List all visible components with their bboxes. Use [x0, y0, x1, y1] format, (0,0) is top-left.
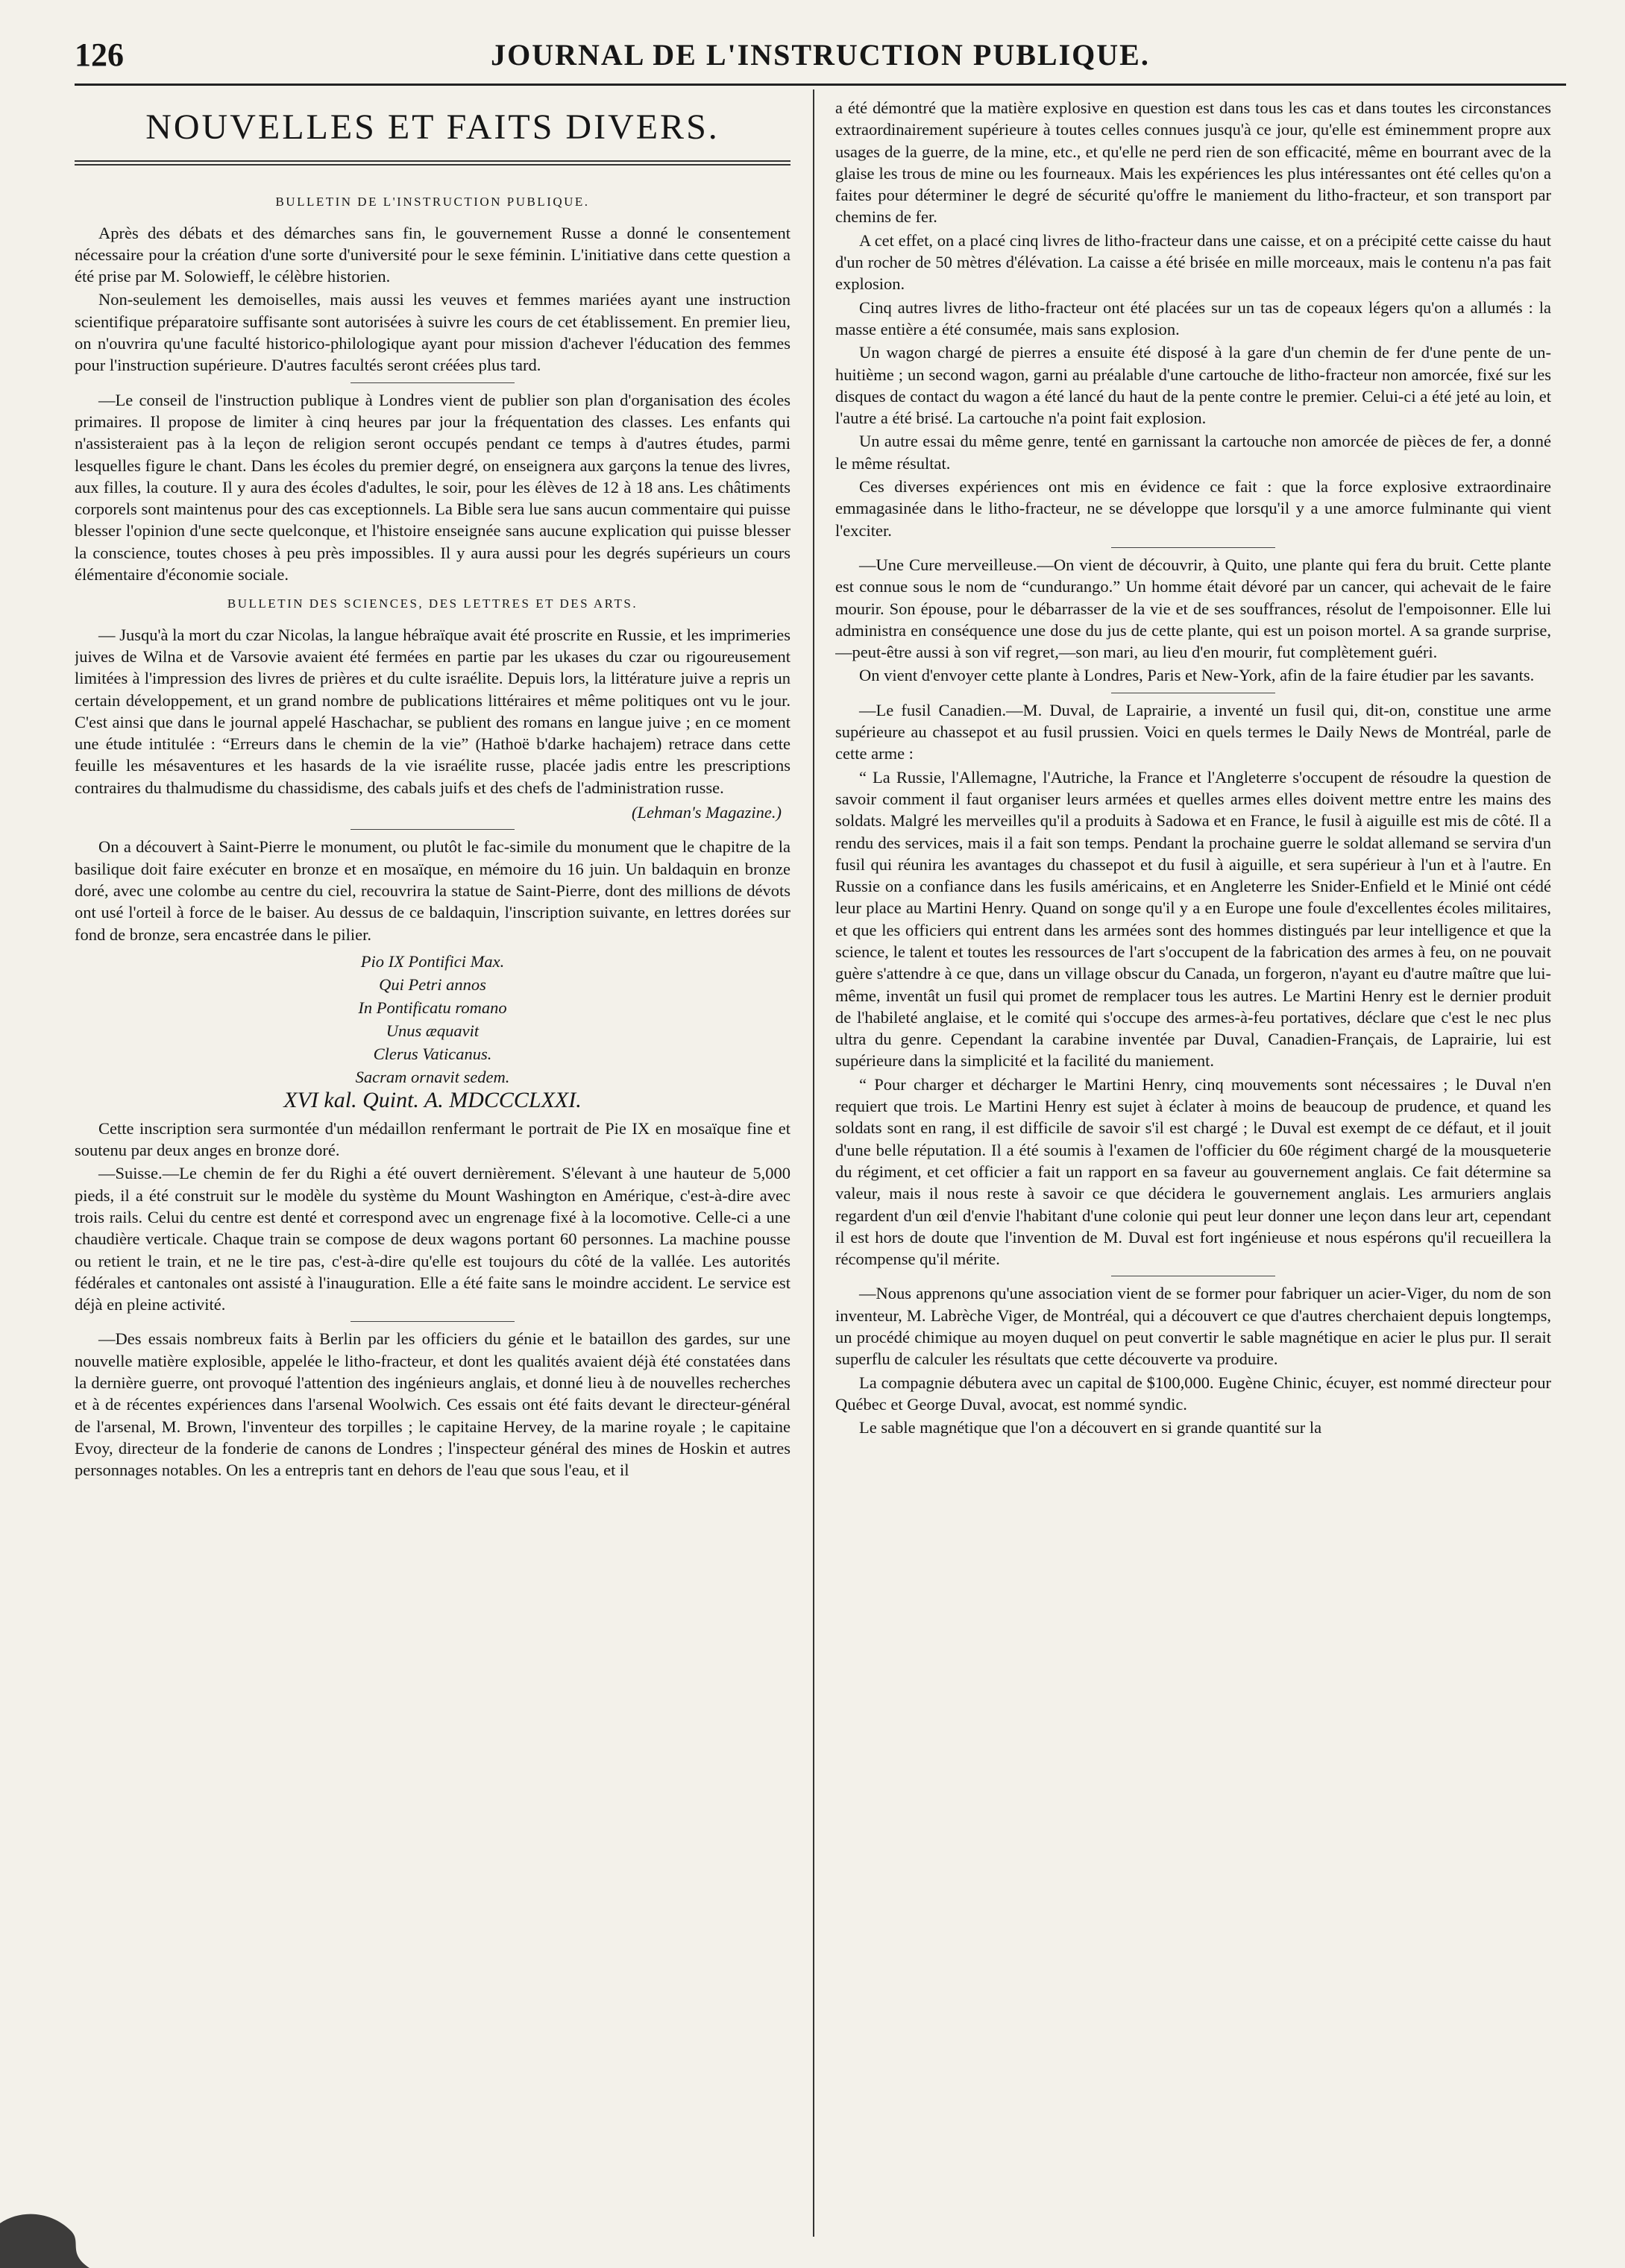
article-separator	[351, 382, 515, 383]
inscription-line: XVI kal. Quint. A. MDCCCLXXI.	[283, 1087, 582, 1112]
inscription-line: Qui Petri annos	[379, 974, 486, 994]
inscription-line: Sacram ornavit sedem.	[355, 1067, 510, 1086]
article-paragraph: Non-seulement les demoiselles, mais aussi les veuves et femmes mariées ayant une instruction scientifique préparatoire suffisante sont autorisées à suivre les cours de cet établissement. En premier lieu, on n'ouvrira qu'une faculté historico-philologique ayant pour mission d'achever l'éducation des femmes pour l'instruction supérieure. D'autres facultés seront créées plus tard.	[75, 290, 791, 375]
article-paragraph: —Une Cure merveilleuse.—On vient de découvrir, à Quito, une plante qui fera du bruit. Cette plante est connue sous le nom de “cundurango.” Un homme était dévoré par un cancer, qui achevait de le faire mourir. Son épouse, pour le débarrasser de la vie et de ses souffrances, résolut de l'empoisonner. Elle lui administra en conséquence une dose du jus de cette plante, qui est un poison mortel. A sa grande surprise,—peut-être aussi à son vif regret,—son mari, au lieu d'en mourir, fut complètement guéri.	[835, 555, 1551, 662]
article-paragraph: Après des débats et des démarches sans fin, le gouvernement Russe a donné le consentement nécessaire pour la création d'une sorte d'université pour le sexe féminin. L'initiative dans cette question a été prise par M. Solowieff, le célèbre historien.	[75, 223, 791, 286]
article-paragraph: — Jusqu'à la mort du czar Nicolas, la langue hébraïque avait été proscrite en Russie, et les imprimeries juives de Wilna et de Varsovie avaient été fermées en partie par les ukases du czar ou rigoureusement limitées à l'impression des livres de prières et du culte israélite. Depuis lors, la littérature juive a repris un certain développement, et un grand nombre de publications littéraires et même politiques ont vu le jour. C'est ainsi que dans le journal appelé Haschachar, se publient des romans en langue juive ; en ce moment une étude intitulée : “Erreurs dans le chemin de la vie” (Hathoë b'darke hachajem) retrace dans cette feuille les mésaventures et les hasards de la vie israélite russe, placée jadis entre les prescriptions contraires du thalmudisme du chassidisme, des cabals juifs et des chefs de l'administration russe.	[75, 625, 791, 797]
article-paragraph: On vient d'envoyer cette plante à Londres, Paris et New-York, afin de la faire étudier par les savants.	[859, 666, 1535, 685]
article-paragraph: —Le conseil de l'instruction publique à Londres vient de publier son plan d'organisation des écoles primaires. Il propose de limiter à cinq heures par jour la fréquentation des classes. Les enfants qui n'assisteraient pas à la leçon de religion seront occupés pendant ce temps à d'autres études, parmi lesquelles figure le chant. Dans les écoles du premier degré, on enseignera aux garçons la tenue des livres, aux filles, la couture. Il y aura des écoles d'adultes, le soir, pour les élèves de 12 à 18 ans. Les châtiments corporels sont maintenus pour des cas exceptionnels. La Bible sera lue sans aucun commentaire qui puisse blesser l'opinion d'une secte quelconque, et l'histoire enseignée sans aucune explication qui puisse blesser la conscience, toutes choses à peu près impossibles. Il y aura aussi pour les degrés supérieurs un cours élémentaire d'économie sociale.	[75, 390, 791, 585]
column-divider	[813, 89, 814, 2237]
header-rule	[75, 84, 1566, 86]
article-paragraph: Cette inscription sera surmontée d'un médaillon renfermant le portrait de Pie IX en mosaïque fine et soutenu par deux anges en bronze doré.	[75, 1118, 791, 1160]
latin-inscription	[75, 950, 791, 1112]
inscription-line: Clerus Vaticanus.	[373, 1044, 492, 1063]
article-paragraph: “ La Russie, l'Allemagne, l'Autriche, la France et l'Angleterre s'occupent de résoudre la question de savoir comment il faut organiser leurs armées et quelles armes elles doivent mettre entre les mains des soldats. Malgré les merveilles qu'il a produits à Sadowa et en France, le fusil à aiguille est mis de côté. Il a rendu des services, mais il a fait son temps. Pendant la prochaine guerre le soldat allemand se servira d'un fusil qui réunira les avantages du chassepot et du fusil à aiguille, et sera supérieur à l'un et à l'autre. En Russie on a confiance dans les fusils américains, et en Angleterre les Snider-Enfield et le Minié ont cédé leur place au Martini Henry. Quand on songe qu'il y a en Europe une foule d'excellentes écoles militaires, et que les officiers qui entrent dans les armées sont des hommes distingués par leur intelligence et que la science, le talent et toutes les ressources de l'art s'occupent de la fabrication des armes à feu, on ne pouvait guère s'attendre à ce que, dans un village obscur du Canada, un forgeron, n'ayant eu d'autre maître que lui-même, inventât un fusil qui promet de remplacer tous les autres. Le Martini Henry est le dernier produit de l'habileté anglaise, et le comité qui s'occupe des armes-à-feu portatives, déclare que c'est le nec plus ultra du genre. Cependant la carabine inventée par Duval, Canadien-Français, de Laprairie, lui est supérieure dans la simplicité et la facilité du maniement.	[835, 767, 1551, 1071]
article-paragraph: a été démontré que la matière explosive en question est dans tous les cas et dans toutes les circonstances extraordinairement supérieure à toutes celles connues jusqu'à ce jour, qu'elle est éminemment propre aux usages de la guerre, de la mine, etc., et qu'elle ne perd rien de son efficacité, même en bourrant avec de la glaise les trous de mine ou les fourneaux. Mais les expériences les plus intéressantes ont été celles qu'on a faites pour déterminer le degré de sécurité qu'offre le maniement du litho-fracteur, et son transport par chemins de fer.	[835, 98, 1551, 227]
title-rule	[75, 160, 791, 166]
article-paragraph: Le sable magnétique que l'on a découvert en si grande quantité sur la	[859, 1418, 1322, 1437]
inscription-line: In Pontificatu romano	[358, 998, 507, 1017]
journal-title: JOURNAL DE L'INSTRUCTION PUBLIQUE.	[491, 38, 1150, 72]
article-paragraph: “ Pour charger et décharger le Martini Henry, cinq mouvements sont nécessaires ; le Duval n'en requiert que trois. Le Martini Henry est sujet à éclater à moins de beaucoup de prudence, et quand les soldats sont en rang, il est difficile de savoir s'il est chargé ; le Duval est exempt de ce défaut, et il jouit d'une belle réputation. Il a été soumis à l'examen de l'officier du 60e régiment chargé de la mousqueterie du régiment, et cet officier a fait un rapport en sa faveur au gouvernement anglais. Ce fait détermine sa valeur, mais il nous reste à savoir ce que décidera le gouvernement anglais. Les armuriers anglais regardent d'un œil d'envie l'habitant d'une colonie qui peut leur donner une leçon dans leur art, cependant il est hors de doute que l'invention de M. Duval est fort ingénieuse et nous espérons qu'il recueillera la récompense qu'il mérite.	[835, 1074, 1551, 1269]
page-number: 126	[75, 37, 124, 73]
bulletin-heading-instruction: BULLETIN DE L'INSTRUCTION PUBLIQUE.	[275, 195, 590, 210]
article-paragraph: —Nous apprenons qu'une association vient de se former pour fabriquer un acier-Viger, du nom de son inventeur, M. Labrèche Viger, de Montréal, qui a découvert ce que d'autres cherchaient depuis longtemps, un procédé chimique au moyen duquel on peut convertir le sable magnétique en acier le plus pur. Il serait superflu de calculer les résultats que cette découverte va produire.	[835, 1284, 1551, 1369]
article-separator	[1111, 547, 1275, 548]
article-paragraph: Cinq autres livres de litho-fracteur ont été placées sur un tas de copeaux légers qu'on a allumés : la masse entière a été consumée, mais sans explosion.	[835, 297, 1551, 338]
article-paragraph: Ces diverses expériences ont mis en évidence ce fait : que la force explosive extraordinaire emmagasinée dans le litho-fracteur, ne se développe que lorsqu'il y a une amorce fulminante qui vient l'exciter.	[835, 477, 1551, 540]
article-paragraph: Un wagon chargé de pierres a ensuite été disposé à la gare d'un chemin de fer d'une pente de un-huitième ; un second wagon, garni au préalable d'une cartouche de litho-fracteur non amorcée, fixé sur les disques de contact du wagon a été lancé du haut de la pente contre le premier. Celui-ci a été jeté au loin, et l'autre a été brisé. La cartouche n'a point fait explosion.	[835, 343, 1551, 428]
bulletin-heading-sciences: BULLETIN DES SCIENCES, DES LETTRES ET DES ARTS.	[227, 596, 638, 611]
article-paragraph: —Le fusil Canadien.—M. Duval, de Laprairie, a inventé un fusil qui, dit-on, constitue une arme supérieure au chassepot et au fusil prussien. Voici en quels termes le Daily News de Montréal, parle de cette arme :	[835, 700, 1551, 763]
section-title: NOUVELLES ET FAITS DIVERS.	[145, 107, 720, 147]
article-separator	[351, 829, 515, 830]
inscription-line: Unus æquavit	[386, 1021, 480, 1040]
source-attribution: (Lehman's Magazine.)	[631, 803, 782, 822]
inscription-line: Pio IX Pontifici Max.	[360, 951, 505, 971]
article-paragraph: —Suisse.—Le chemin de fer du Righi a été ouvert dernièrement. S'élevant à une hauteur de 5,000 pieds, il a été construit sur le modèle du système du Mount Washington en Amérique, c'est-à-dire avec trois rails. Celui du centre est denté et correspond avec un engrenage fixé à la locomotive. Celle-ci a une chaudière verticale. Chaque train se compose de deux wagons portant 60 personnes. La machine pousse ou retient le train, et ne le tire pas, c'est-à-dire qu'elle est toujours du côté de la vallée. Les autorités fédérales et cantonales ont assisté à l'inauguration. Elle a été faite sans le moindre accident. Le service est déjà en pleine activité.	[75, 1164, 791, 1314]
article-paragraph: Un autre essai du même genre, tenté en garnissant la cartouche non amorcée de pièces de fer, a donné le même résultat.	[835, 432, 1551, 473]
ink-stain	[0, 2179, 119, 2268]
right-column	[835, 97, 1551, 2229]
page-header	[75, 30, 1566, 82]
article-separator	[351, 1321, 515, 1322]
article-paragraph: La compagnie débutera avec un capital de $100,000. Eugène Chinic, écuyer, est nommé directeur pour Québec et George Duval, avocat, est nommé syndic.	[835, 1373, 1551, 1414]
article-paragraph: On a découvert à Saint-Pierre le monument, ou plutôt le fac-simile du monument que le chapitre de la basilique doit faire exécuter en bronze et en mosaïque, en mémoire du 16 juin. Un baldaquin en bronze doré, avec une colombe au centre du ciel, recouvrira la statue de Saint-Pierre, dont des millions de dévots ont usé l'orteil à force de le baiser. Au dessus de ce baldaquin, l'inscription suivante, en lettres dorées sur fond de bronze, sera encastrée dans le pilier.	[75, 837, 791, 944]
article-paragraph: —Des essais nombreux faits à Berlin par les officiers du génie et le bataillon des gardes, sur une nouvelle matière explosible, appelée le litho-fracteur, et dont les qualités avaient déjà été constatées dans la dernière guerre, ont provoqué l'attention des ingénieurs anglais, et donné lieu à de nouvelles recherches et à de récentes expériences dans l'arsenal Woolwich. Ces essais ont été faits devant le directeur-général de l'arsenal, M. Brown, l'inventeur des torpilles ; le capitaine Hervey, de la marine royale ; le capitaine Evoy, directeur de la fonderie de canons de Londres ; l'inspecteur général des mines de Hoskin et autres personnages notables. On les a entrepris tant en dehors de l'eau que sous l'eau, et il	[75, 1329, 791, 1480]
article-paragraph: A cet effet, on a placé cinq livres de litho-fracteur dans une caisse, et on a précipité cette caisse du haut d'un rocher de 50 mètres d'élévation. La caisse a été brisée en mille morceaux, mais le contenu n'a pas fait explosion.	[835, 230, 1551, 294]
left-column	[75, 97, 791, 2229]
